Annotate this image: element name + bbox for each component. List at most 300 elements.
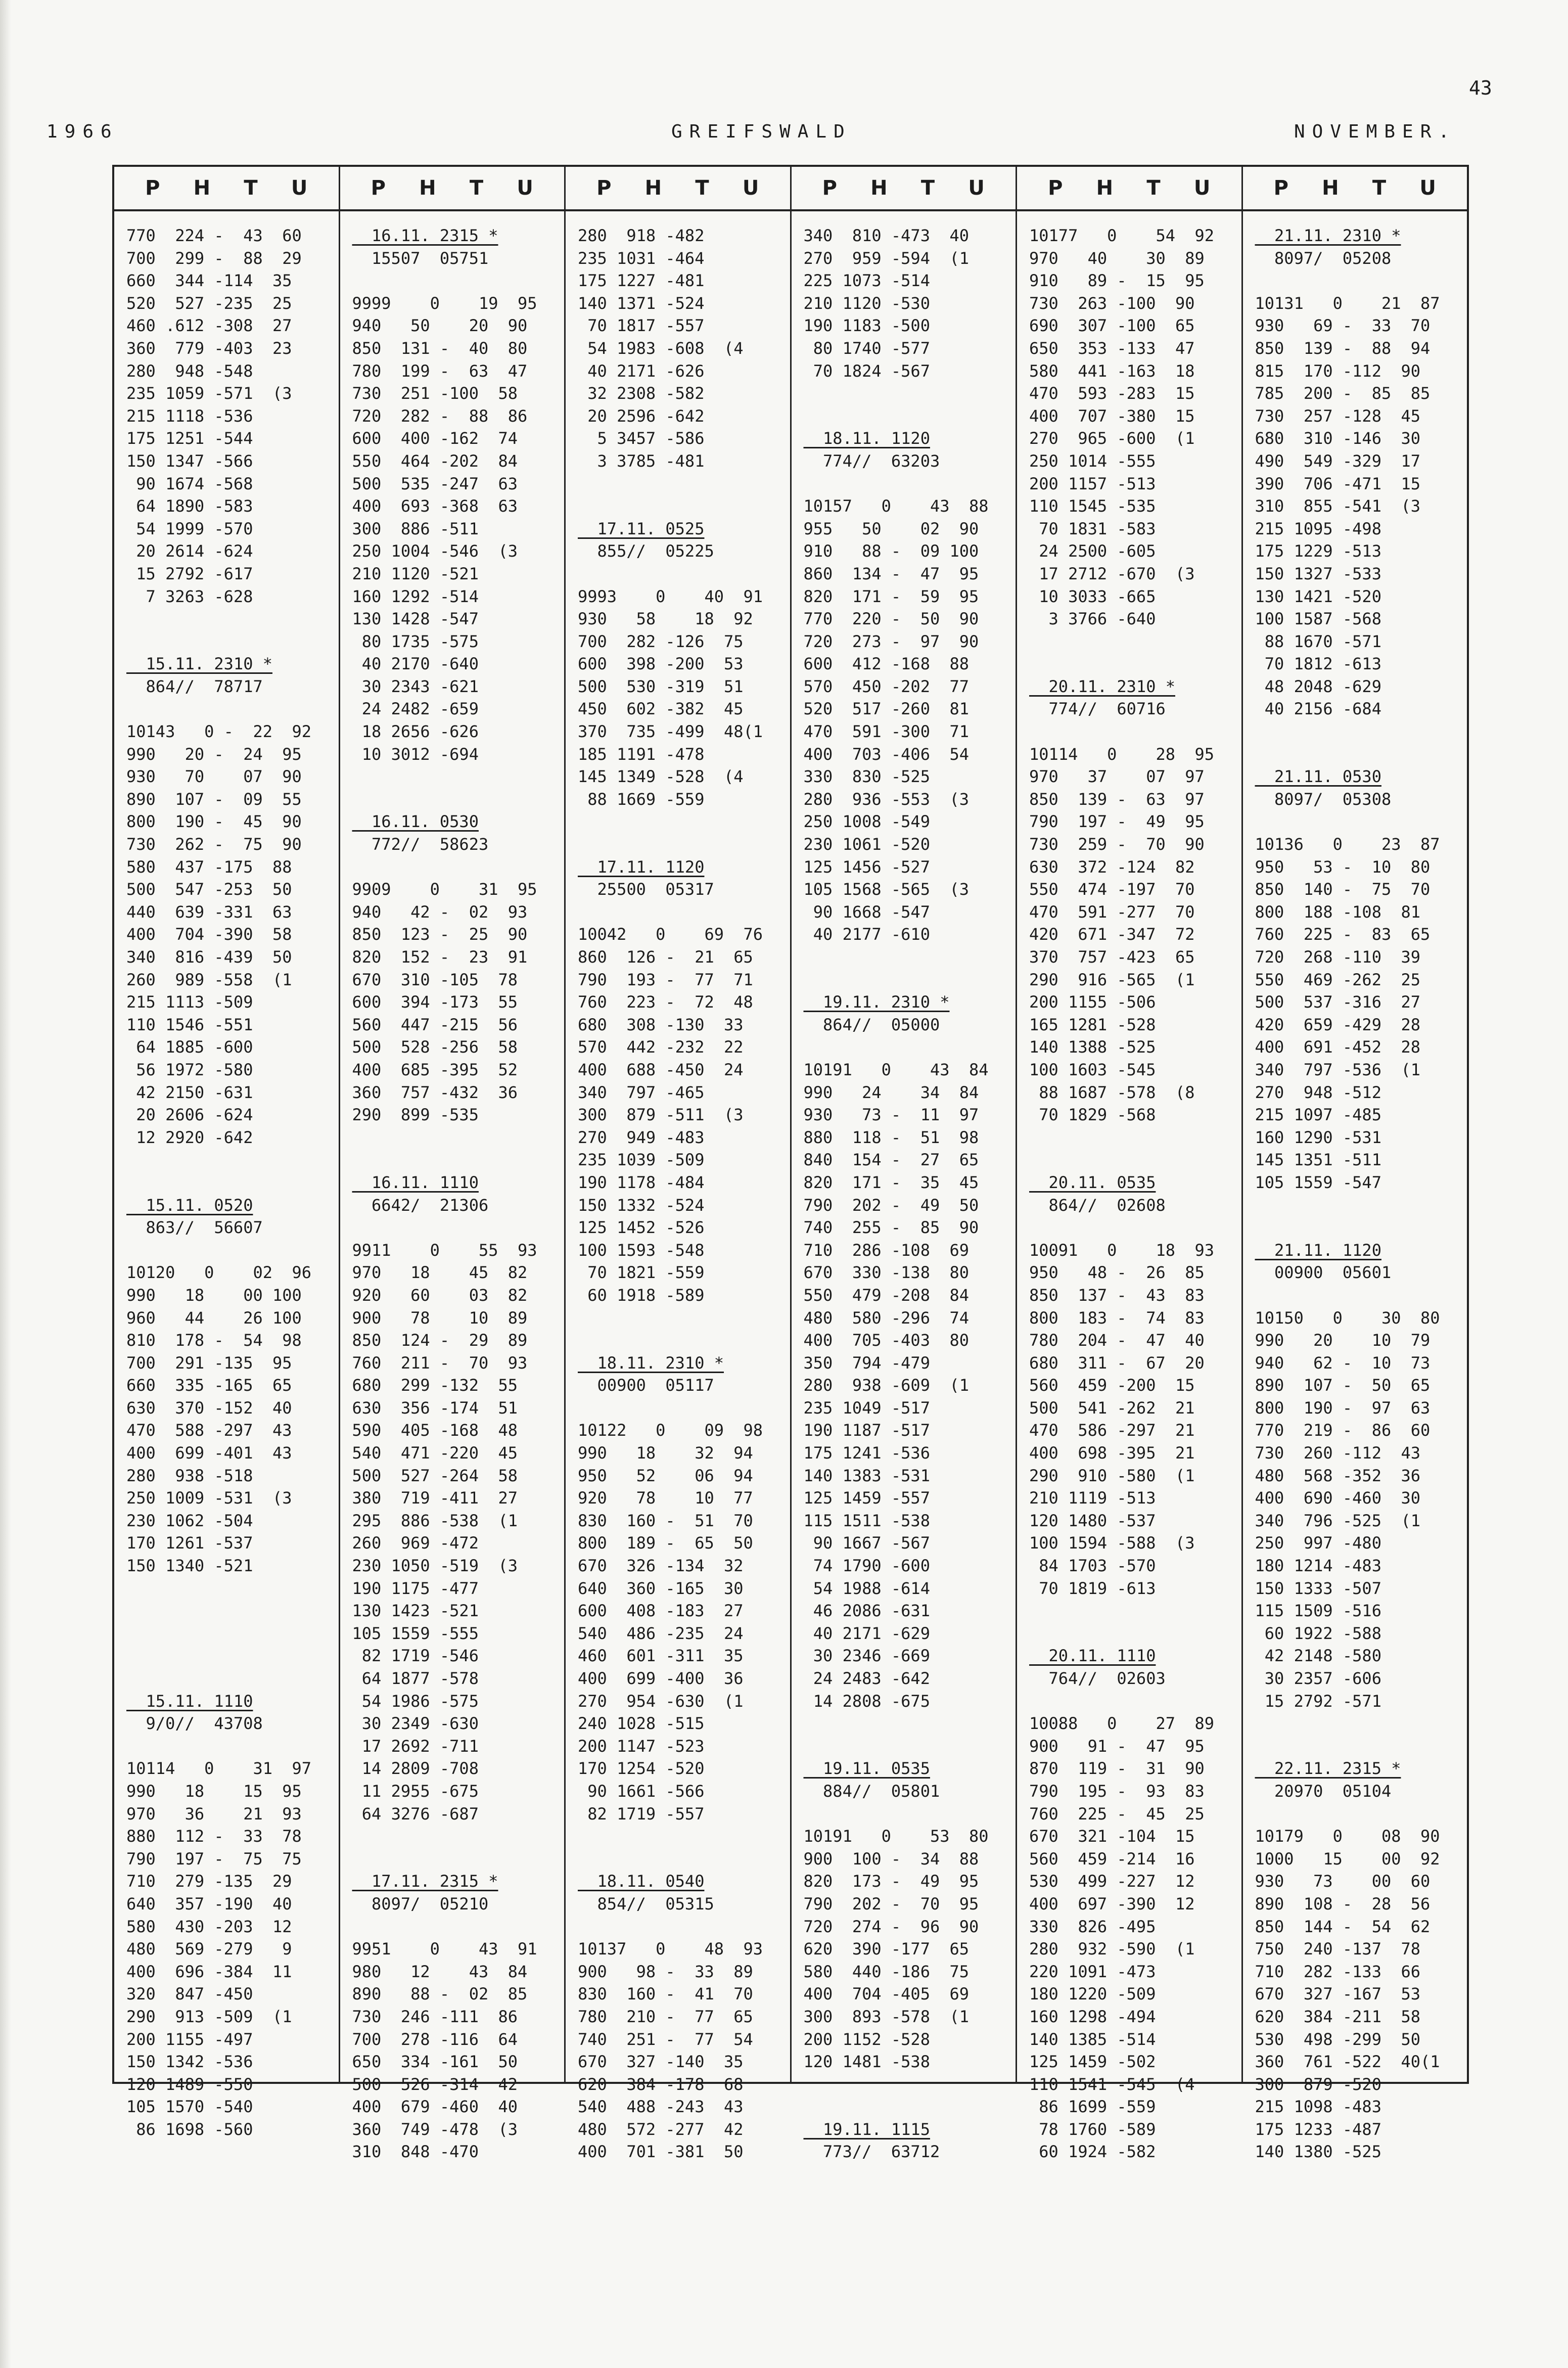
column-header-label: U [1419, 176, 1436, 200]
data-row: 17 2692 -711 [352, 1736, 479, 1756]
data-row [1255, 743, 1460, 766]
data-row: 700 299 - 88 29 [126, 248, 302, 268]
data-row: 750 240 -137 78 [1255, 1939, 1421, 1959]
data-row: 700 291 -135 95 [126, 1353, 292, 1373]
data-row: 774// 63203 [803, 451, 940, 471]
data-row: 850 131 - 40 80 [352, 338, 528, 358]
data-row: 910 88 - 09 100 [803, 541, 979, 561]
data-row [578, 833, 783, 856]
data-row: 260 989 -558 (1 [126, 970, 292, 989]
data-row: 10150 0 30 80 [1255, 1308, 1440, 1328]
data-row [1255, 1735, 1460, 1758]
data-row: 88 1670 -571 [1255, 631, 1381, 651]
column-header-label: T [695, 176, 709, 200]
data-row: 290 910 -580 (1 [1029, 1466, 1195, 1485]
data-row: 170 1261 -537 [126, 1533, 253, 1553]
data-row: 280 932 -590 (1 [1029, 1939, 1195, 1959]
data-row: 670 327 -167 53 [1255, 1984, 1421, 2004]
data-row: 160 1292 -514 [352, 586, 479, 606]
data-row [126, 698, 332, 720]
data-row: 480 569 -279 9 [126, 1939, 292, 1959]
data-row: 42 2148 -580 [1255, 1646, 1381, 1666]
data-row: 970 36 21 93 [126, 1804, 302, 1824]
data-row: 990 18 32 94 [578, 1443, 753, 1463]
data-row: 800 183 - 74 83 [1029, 1308, 1205, 1328]
data-row [578, 1916, 783, 1938]
data-row: 400 698 -395 21 [1029, 1443, 1195, 1463]
table-column [1241, 167, 1467, 2162]
data-row: 100 1594 -588 (3 [1029, 1533, 1195, 1553]
scan-edge [0, 0, 11, 2368]
data-row: 730 262 - 75 90 [126, 835, 302, 854]
data-row: 200 1155 -506 [1029, 992, 1156, 1012]
column-header-label: H [419, 176, 436, 200]
data-row [352, 1825, 558, 1848]
data-row: 760 225 - 83 65 [1255, 925, 1431, 944]
data-row: 530 499 -227 12 [1029, 1872, 1195, 1891]
data-row: 190 1183 -500 [803, 316, 930, 336]
data-row: 10122 0 09 98 [578, 1421, 763, 1440]
data-row: 620 390 -177 65 [803, 1939, 970, 1959]
column-header-label: H [193, 176, 211, 200]
data-row: 3 3766 -640 [1029, 609, 1156, 629]
data-row: 680 308 -130 33 [578, 1015, 744, 1034]
data-row: 24 2483 -642 [803, 1669, 930, 1688]
data-row [352, 765, 558, 788]
data-row [1255, 720, 1460, 743]
data-row: 40 2171 -626 [578, 361, 705, 381]
data-row: 970 40 30 89 [1029, 248, 1205, 268]
data-row [804, 2073, 1009, 2096]
data-row: 10 3033 -665 [1029, 586, 1156, 606]
data-row: 600 398 -200 53 [578, 654, 744, 674]
data-row: 580 437 -175 88 [126, 857, 292, 877]
data-row: 10 3012 -694 [352, 744, 479, 764]
data-row: 235 1059 -571 (3 [126, 384, 292, 403]
data-row: 710 286 -108 69 [803, 1240, 970, 1260]
data-row: 175 1227 -481 [578, 271, 705, 291]
data-row: 130 1421 -520 [1255, 586, 1381, 606]
data-row: 54 1986 -575 [352, 1691, 479, 1711]
data-row: 860 134 - 47 95 [803, 564, 979, 583]
data-row: 25500 05317 [578, 880, 714, 899]
data-row: 550 479 -208 84 [803, 1285, 970, 1305]
data-row: 235 1049 -517 [803, 1398, 930, 1418]
data-row: 330 826 -495 [1029, 1917, 1156, 1936]
data-row: 90 1667 -567 [803, 1533, 930, 1553]
data-row: 630 370 -152 40 [126, 1398, 292, 1418]
data-row: 215 1098 -483 [1255, 2097, 1381, 2117]
data-row: 88 1669 -559 [578, 789, 705, 809]
data-row: 500 527 -264 58 [352, 1466, 518, 1485]
data-row: 772// 58623 [352, 835, 489, 854]
data-row: 10042 0 69 76 [578, 925, 763, 944]
column-header-label: T [920, 176, 935, 200]
data-row [126, 630, 332, 653]
data-row: 940 50 20 90 [352, 316, 528, 336]
data-row: 310 848 -470 [352, 2142, 479, 2162]
data-row: 10137 0 48 93 [578, 1939, 763, 1959]
data-row: 150 1340 -521 [126, 1556, 253, 1576]
data-row: 60 1922 -588 [1255, 1623, 1381, 1643]
data-row: 400 679 -460 40 [352, 2097, 518, 2117]
data-row: 70 1821 -559 [578, 1263, 705, 1283]
data-row: 400 704 -405 69 [803, 1984, 970, 2004]
data-row [578, 901, 783, 924]
data-row: 450 602 -382 45 [578, 699, 744, 719]
data-row: 140 1383 -531 [803, 1466, 930, 1485]
data-row: 9999 0 19 95 [352, 293, 537, 313]
data-row: 860 126 - 21 65 [578, 947, 753, 967]
data-row: 570 450 -202 77 [803, 676, 970, 696]
data-row: 400 685 -395 52 [352, 1060, 518, 1079]
table-column [339, 167, 565, 2162]
column-header-label: H [870, 176, 888, 200]
data-row: 8097/ 05210 [352, 1894, 489, 1914]
data-row: 70 1829 -568 [1029, 1105, 1156, 1125]
column-header-label: U [291, 176, 308, 200]
data-row: 24 2500 -605 [1029, 541, 1156, 561]
data-row: 800 189 - 65 50 [578, 1533, 753, 1553]
data-row: 80 1735 -575 [352, 631, 479, 651]
data-row: 970 18 45 82 [352, 1263, 528, 1283]
table-column [114, 167, 339, 2139]
data-row: 8097/ 05208 [1255, 248, 1392, 268]
data-row: 240 1028 -515 [578, 1714, 705, 1734]
data-row: 990 20 - 24 95 [126, 744, 302, 764]
data-row: 82 1719 -546 [352, 1646, 479, 1666]
data-row: 470 591 -300 71 [803, 722, 970, 742]
data-row: 215 1118 -536 [126, 406, 253, 426]
data-row: 955 50 02 90 [803, 519, 979, 538]
data-row: 800 190 - 45 90 [126, 812, 302, 832]
data-row: 800 190 - 97 63 [1255, 1398, 1431, 1418]
data-row: 115 1509 -516 [1255, 1601, 1381, 1621]
column-header [1243, 167, 1467, 211]
column-header-label: T [1372, 176, 1387, 200]
data-row [1255, 1216, 1460, 1239]
data-row: 320 847 -450 [126, 1984, 253, 2004]
data-row: 125 1459 -557 [803, 1488, 930, 1508]
data-row: 620 384 -178 68 [578, 2074, 744, 2094]
data-row: 700 278 -116 64 [352, 2029, 518, 2049]
data-row: 400 705 -403 80 [803, 1331, 970, 1350]
data-row: 400 704 -390 58 [126, 925, 292, 944]
data-row [578, 1329, 783, 1352]
data-row: 130 1423 -521 [352, 1601, 479, 1621]
data-row: 10114 0 31 97 [126, 1759, 312, 1779]
data-row: 160 1298 -494 [1029, 2007, 1156, 2026]
sounding-header: 19.11. 2310 * [803, 992, 950, 1012]
data-row: 460 601 -311 35 [578, 1646, 744, 1666]
data-row: 530 498 -299 50 [1255, 2029, 1421, 2049]
data-row [1029, 1600, 1234, 1622]
data-row [126, 1645, 332, 1667]
data-row: 850 123 - 25 90 [352, 925, 528, 944]
data-row: 110 1541 -545 (4 [1029, 2074, 1195, 2094]
data-row: 740 255 - 85 90 [803, 1218, 979, 1238]
column-header-label: U [1193, 176, 1211, 200]
data-row: 82 1719 -557 [578, 1804, 705, 1824]
data-row: 7 3263 -628 [126, 586, 253, 606]
column-header [340, 167, 565, 211]
data-row: 9993 0 40 91 [578, 586, 763, 606]
data-row: 730 263 -100 90 [1029, 293, 1195, 313]
header-month: NOVEMBER. [1294, 121, 1457, 142]
data-row: 340 797 -536 (1 [1255, 1060, 1421, 1079]
data-row [352, 1126, 558, 1149]
column-header [792, 167, 1016, 211]
data-row: 880 118 - 51 98 [803, 1127, 979, 1147]
data-row: 670 326 -134 32 [578, 1556, 744, 1576]
data-row: 60 1918 -589 [578, 1285, 705, 1305]
data-row [352, 1848, 558, 1871]
column-body [792, 211, 1016, 2163]
data-row: 740 251 - 77 54 [578, 2029, 753, 2049]
data-row: 800 188 -108 81 [1255, 902, 1421, 922]
data-row [1255, 269, 1460, 292]
data-row: 140 1371 -524 [578, 293, 705, 313]
data-row: 310 855 -541 (3 [1255, 496, 1421, 516]
column-header-label: U [968, 176, 985, 200]
data-row: 9909 0 31 95 [352, 880, 537, 899]
data-row: 20970 05104 [1255, 1781, 1392, 1801]
data-row: 670 327 -140 35 [578, 2052, 744, 2072]
data-row: 220 1091 -473 [1029, 1962, 1156, 1981]
data-row: 910 89 - 15 95 [1029, 271, 1205, 291]
column-header-label: P [145, 176, 160, 200]
data-row: 125 1459 -502 [1029, 2052, 1156, 2072]
table-column [1016, 167, 1241, 2162]
data-row: 150 1342 -536 [126, 2052, 253, 2072]
sounding-header: 19.11. 0535 [803, 1759, 930, 1779]
data-row: 64 1877 -578 [352, 1669, 479, 1688]
column-body [340, 211, 565, 2163]
data-row: 340 796 -525 (1 [1255, 1511, 1421, 1530]
data-row: 470 593 -283 15 [1029, 384, 1195, 403]
data-row: 46 2086 -631 [803, 1601, 930, 1621]
data-row: 550 464 -202 84 [352, 451, 518, 471]
data-row: 250 1014 -555 [1029, 451, 1156, 471]
data-row: 140 1380 -525 [1255, 2142, 1381, 2162]
data-row: 370 735 -499 48(1 [578, 722, 763, 742]
data-row: 78 1760 -589 [1029, 2119, 1156, 2139]
data-row: 10136 0 23 87 [1255, 835, 1440, 854]
data-row [804, 969, 1009, 991]
data-row: 770 220 - 50 90 [803, 609, 979, 629]
data-row: 175 1251 -544 [126, 429, 253, 448]
data-row: 490 549 -329 17 [1255, 451, 1421, 471]
data-row: 950 53 - 10 80 [1255, 857, 1431, 877]
data-row: 890 107 - 50 65 [1255, 1376, 1431, 1395]
data-row: 480 580 -296 74 [803, 1308, 970, 1328]
data-row: 730 251 -100 58 [352, 384, 518, 403]
sounding-header: 22.11. 2315 * [1255, 1759, 1401, 1779]
data-row: 280 936 -553 (3 [803, 789, 970, 809]
data-row: 520 527 -235 25 [126, 293, 292, 313]
data-row: 930 58 18 92 [578, 609, 753, 629]
data-row: 5 3457 -586 [578, 429, 705, 448]
data-row: 820 171 - 35 45 [803, 1172, 979, 1192]
data-row: 70 1812 -613 [1255, 654, 1381, 674]
data-row [1029, 1690, 1234, 1713]
data-row: 360 779 -403 23 [126, 338, 292, 358]
data-row [352, 1149, 558, 1171]
data-row: 150 1333 -507 [1255, 1578, 1381, 1598]
data-row: 150 1347 -566 [126, 451, 253, 471]
data-row: 90 1661 -566 [578, 1781, 705, 1801]
data-row: 770 219 - 86 60 [1255, 1421, 1431, 1440]
data-row: 855// 05225 [578, 541, 714, 561]
data-row: 86 1698 -560 [126, 2119, 253, 2139]
data-row: 470 586 -297 21 [1029, 1421, 1195, 1440]
data-row: 200 1152 -528 [803, 2029, 930, 2049]
data-row: 460 .612 -308 27 [126, 316, 292, 336]
data-row: 810 178 - 54 98 [126, 1331, 302, 1350]
data-row: 790 193 - 77 71 [578, 970, 753, 989]
data-row: 60 1924 -582 [1029, 2142, 1156, 2162]
data-row: 930 73 00 60 [1255, 1872, 1431, 1891]
data-row: 600 412 -168 88 [803, 654, 970, 674]
data-row: 690 307 -100 65 [1029, 316, 1195, 336]
data-row: 120 1480 -537 [1029, 1511, 1156, 1530]
data-row: 280 918 -482 [578, 226, 705, 245]
data-row: 54 1983 -608 (4 [578, 338, 744, 358]
data-row: 20 2614 -624 [126, 541, 253, 561]
data-row: 270 954 -630 (1 [578, 1691, 744, 1711]
data-row: 200 1157 -513 [1029, 474, 1156, 493]
column-header-label: H [1096, 176, 1114, 200]
data-row: 145 1349 -528 (4 [578, 767, 744, 787]
data-row: 720 274 - 96 90 [803, 1917, 979, 1936]
data-row: 500 537 -316 27 [1255, 992, 1421, 1012]
data-row [1029, 1216, 1234, 1239]
column-body [1017, 211, 1241, 2163]
data-row: 730 259 - 70 90 [1029, 835, 1205, 854]
data-row: 400 690 -460 30 [1255, 1488, 1421, 1508]
data-row [126, 1622, 332, 1645]
data-row: 10179 0 08 90 [1255, 1827, 1440, 1846]
data-row: 540 486 -235 24 [578, 1623, 744, 1643]
data-row: 680 299 -132 55 [352, 1376, 518, 1395]
data-row: 850 139 - 63 97 [1029, 789, 1205, 809]
data-row: 580 441 -163 18 [1029, 361, 1195, 381]
data-row: 30 2343 -621 [352, 676, 479, 696]
data-row [804, 473, 1009, 495]
data-row: 10157 0 43 88 [803, 496, 989, 516]
data-row: 10088 0 27 89 [1029, 1714, 1215, 1734]
data-row: 12 2920 -642 [126, 1127, 253, 1147]
data-row: 440 639 -331 63 [126, 902, 292, 922]
column-header-label: H [1322, 176, 1339, 200]
data-row [126, 1149, 332, 1171]
data-row: 680 311 - 67 20 [1029, 1353, 1205, 1373]
data-row [578, 473, 783, 495]
data-row: 420 659 -429 28 [1255, 1015, 1421, 1034]
data-row: 550 469 -262 25 [1255, 970, 1421, 989]
data-row: 360 757 -432 36 [352, 1082, 518, 1102]
data-row: 950 48 - 26 85 [1029, 1263, 1205, 1283]
data-row [1029, 720, 1234, 743]
data-row: 850 139 - 88 94 [1255, 338, 1431, 358]
data-row [578, 1825, 783, 1848]
data-row: 930 73 - 11 97 [803, 1105, 979, 1125]
data-row: 820 171 - 59 95 [803, 586, 979, 606]
data-row [126, 1735, 332, 1758]
data-row: 290 916 -565 (1 [1029, 970, 1195, 989]
data-row: 790 195 - 93 83 [1029, 1781, 1205, 1801]
data-row: 500 526 -314 42 [352, 2074, 518, 2094]
data-row: 864// 78717 [126, 676, 263, 696]
data-row: 400 697 -390 12 [1029, 1894, 1195, 1914]
data-row: 780 210 - 77 65 [578, 2007, 753, 2026]
data-row [1255, 810, 1460, 833]
data-row: 850 140 - 75 70 [1255, 880, 1431, 899]
data-row: 100 1603 -545 [1029, 1060, 1156, 1079]
data-row: 15 2792 -617 [126, 564, 253, 583]
data-row: 88 1687 -578 (8 [1029, 1082, 1195, 1102]
data-row: 790 197 - 49 95 [1029, 812, 1205, 832]
data-row: 48 2048 -629 [1255, 676, 1381, 696]
data-row: 215 1097 -485 [1255, 1105, 1381, 1125]
data-row: 500 547 -253 50 [126, 880, 292, 899]
data-row [352, 1216, 558, 1239]
sounding-header: 19.11. 1115 [803, 2119, 930, 2139]
sounding-header: 20.11. 1110 [1029, 1646, 1156, 1666]
data-row: 990 24 34 84 [803, 1082, 979, 1102]
data-row: 590 405 -168 48 [352, 1421, 518, 1440]
data-row: 930 69 - 33 70 [1255, 316, 1431, 336]
data-row [126, 1667, 332, 1690]
data-row: 670 310 -105 78 [352, 970, 518, 989]
data-row [126, 1577, 332, 1600]
sounding-header: 18.11. 2310 * [578, 1353, 724, 1373]
data-row [578, 1307, 783, 1330]
data-row: 864// 02608 [1029, 1195, 1166, 1215]
data-row: 830 160 - 51 70 [578, 1511, 753, 1530]
data-row: 960 44 26 100 [126, 1308, 302, 1328]
data-row: 760 211 - 70 93 [352, 1353, 528, 1373]
data-row: 64 3276 -687 [352, 1804, 479, 1824]
data-row: 150 1332 -524 [578, 1195, 705, 1215]
data-row: 86 1699 -559 [1029, 2097, 1156, 2117]
data-row: 850 124 - 29 89 [352, 1331, 528, 1350]
data-row [1029, 630, 1234, 653]
data-row: 730 246 -111 86 [352, 2007, 518, 2026]
column-header-label: T [469, 176, 484, 200]
header-station: GREIFSWALD [671, 121, 852, 142]
data-row: 180 1220 -509 [1029, 1984, 1156, 2004]
data-row: 42 2150 -631 [126, 1082, 253, 1102]
data-row: 165 1281 -528 [1029, 1015, 1156, 1034]
data-row: 10177 0 54 92 [1029, 226, 1215, 245]
data-row: 270 959 -594 (1 [803, 248, 970, 268]
data-row: 14 2808 -675 [803, 1691, 930, 1711]
data-row: 400 691 -452 28 [1255, 1037, 1421, 1057]
data-row: 15507 05751 [352, 248, 489, 268]
data-row: 764// 02603 [1029, 1669, 1166, 1688]
sounding-header: 16.11. 2315 * [352, 226, 498, 245]
data-row: 360 761 -522 40(1 [1255, 2052, 1440, 2072]
data-row: 250 1004 -546 (3 [352, 541, 518, 561]
data-row: 175 1241 -536 [803, 1443, 930, 1463]
data-row: 820 173 - 49 95 [803, 1872, 979, 1891]
data-row: 940 62 - 10 73 [1255, 1353, 1431, 1373]
data-row: 660 335 -165 65 [126, 1376, 292, 1395]
data-row: 250 1008 -549 [803, 812, 930, 832]
data-row: 10143 0 - 22 92 [126, 722, 312, 742]
page-number: 43 [1469, 77, 1492, 99]
